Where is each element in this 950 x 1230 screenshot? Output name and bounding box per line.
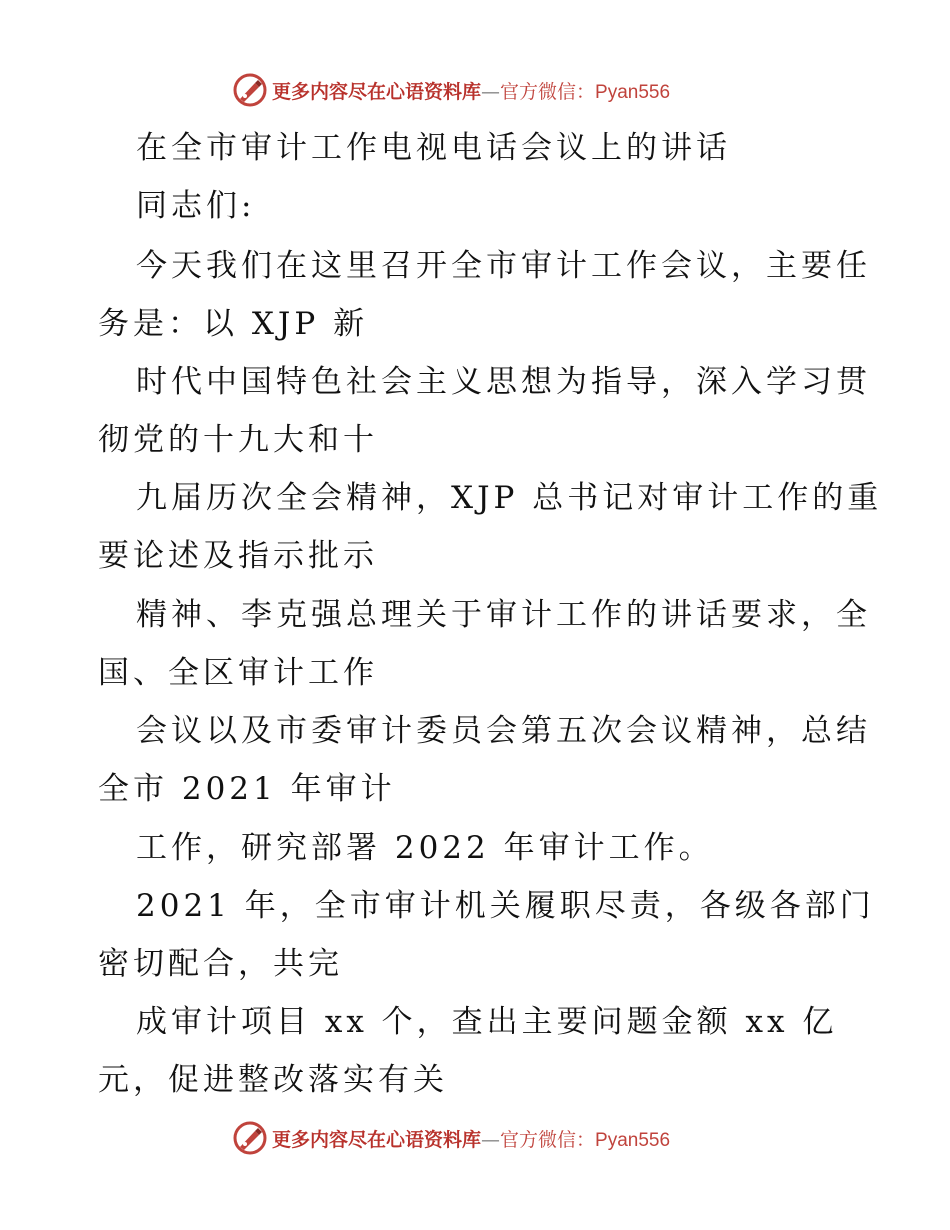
banner-account: Pyan556 — [595, 81, 671, 103]
text-line: 今天我们在这里召开全市审计工作会议，主要任 — [136, 248, 871, 284]
pen-logo-icon — [232, 1120, 268, 1156]
text-line: 密切配合，共完 — [98, 946, 343, 982]
text-line: 务是：以 XJP 新 — [98, 306, 369, 342]
document-title: 在全市审计工作电视电话会议上的讲话 — [136, 130, 731, 166]
text-line: 时代中国特色社会主义思想为指导，深入学习贯 — [136, 364, 871, 400]
banner-account: Pyan556 — [595, 1129, 671, 1151]
text-line: 精神、李克强总理关于审计工作的讲话要求，全 — [136, 597, 871, 633]
banner-text — [272, 1125, 670, 1152]
footer-banner — [232, 1118, 670, 1158]
text-line: 2021 年，全市审计机关履职尽责，各级各部门 — [136, 888, 875, 924]
banner-brand: 更多内容尽在心语资料库 — [272, 1128, 482, 1151]
banner-label: 官方微信： — [500, 1128, 596, 1151]
text-line: 国、全区审计工作 — [98, 655, 378, 691]
banner-label: 官方微信： — [500, 80, 596, 103]
pen-logo-icon — [232, 72, 268, 108]
banner-separator: — — [481, 80, 501, 103]
text-line: 元，促进整改落实有关 — [98, 1062, 448, 1098]
banner-text — [272, 77, 670, 104]
salutation: 同志们: — [136, 188, 256, 224]
text-line: 成审计项目 xx 个，查出主要问题金额 xx 亿 — [136, 1004, 838, 1040]
text-line: 彻党的十九大和十 — [98, 422, 378, 458]
text-line: 九届历次全会精神，XJP 总书记对审计工作的重 — [136, 480, 883, 516]
text-line: 工作，研究部署 2022 年审计工作。 — [136, 830, 714, 866]
text-line: 要论述及指示批示 — [98, 538, 378, 574]
text-line: 会议以及市委审计委员会第五次会议精神，总结 — [136, 713, 871, 749]
text-line: 全市 2021 年审计 — [98, 771, 396, 807]
banner-separator: — — [481, 1128, 501, 1151]
banner-brand: 更多内容尽在心语资料库 — [272, 80, 482, 103]
header-banner — [232, 70, 670, 110]
